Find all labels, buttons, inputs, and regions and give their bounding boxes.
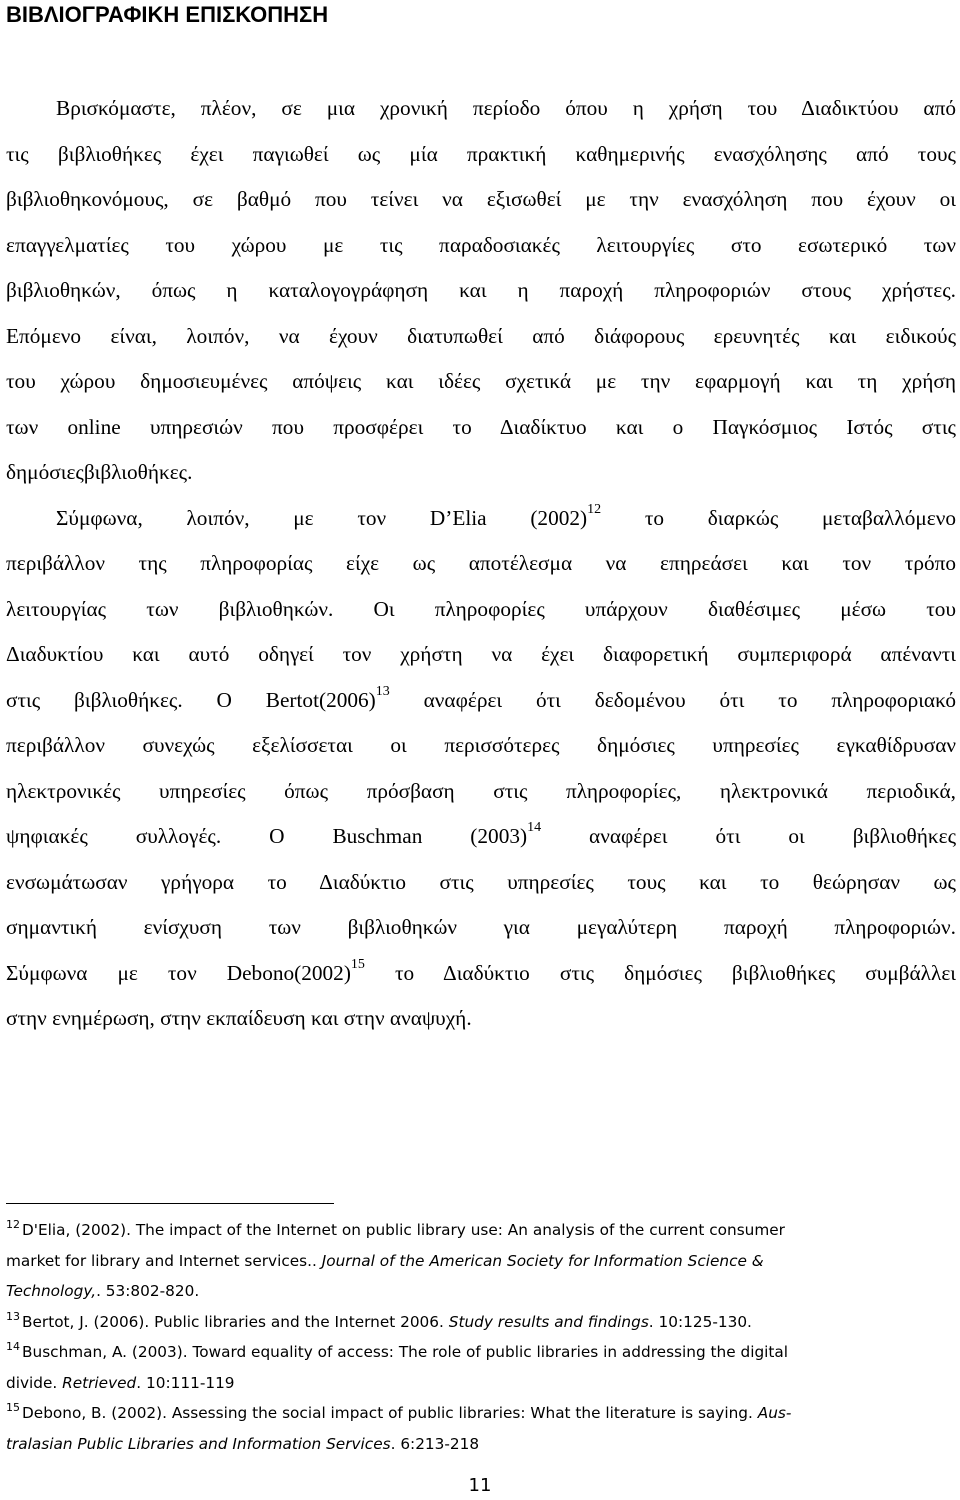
- text-run: . 10:111-119: [136, 1373, 235, 1392]
- body-line: περιβάλλον συνεχώς εξελίσσεται οι περισσότερες δημόσιες υπηρεσίες εγκαθίδρυσαν: [6, 733, 956, 757]
- body-line: περιβάλλον της πληροφορίας είχε ως αποτέλεσμα να επηρεάσει και τον τρόπο: [6, 551, 956, 575]
- journal-title: Journal of the American Society for Information Science &: [321, 1251, 764, 1270]
- footnote-15: [6, 1398, 956, 1429]
- text-run: στις βιβλιοθήκες. Ο Bertot(2006): [6, 687, 376, 712]
- body-line: δημόσιεςβιβλιοθήκες.: [6, 460, 193, 484]
- text-run: Bertot, J. (2006). Public libraries and the Internet 2006.: [22, 1312, 449, 1331]
- footnote-13: [6, 1307, 956, 1338]
- footnote-12-cont: [6, 1246, 956, 1277]
- publication-title: Retrieved: [62, 1373, 137, 1392]
- footnote-ref: 12: [587, 501, 602, 517]
- footnote-12: [6, 1215, 956, 1246]
- text-run: Σύμφωνα, λοιπόν, με τον D’Elia (2002): [56, 505, 588, 530]
- body-line: σημαντική ενίσχυση των βιβλιοθηκών για μεγαλύτερη παροχή πληροφοριών.: [6, 915, 956, 939]
- journal-title: Aus-: [757, 1404, 792, 1422]
- body-line: βιβλιοθηκών, όπως η καταλογογράφηση και η παροχή πληροφοριών στους χρήστες.: [6, 278, 956, 302]
- body-line: ηλεκτρονικές υπηρεσίες όπως πρόσβαση στις πληροφορίες, ηλεκτρονικά περιοδικά,: [6, 778, 956, 803]
- text-run: . 10:125-130.: [648, 1312, 752, 1331]
- footnote-number: 15: [6, 1401, 20, 1414]
- text-run: ψηφιακές συλλογές. Ο Buschman (2003): [6, 824, 528, 848]
- footnote-12-cont: [6, 1276, 956, 1307]
- body-line: του χώρου δημοσιευμένες απόψεις και ιδέες σχετικά με την εφαρμογή και τη χρήση: [6, 369, 956, 393]
- text-run: Debono, B. (2002). Assessing the social impact of public libraries: What the literature is saying.: [22, 1404, 758, 1422]
- text-run: αναφέρει ότι οι βιβλιοθήκες: [541, 824, 957, 848]
- body-line: επαγγελματίες του χώρου με τις παραδοσιακές λειτουργίες στο εσωτερικό των: [6, 232, 956, 257]
- footnote-number: 13: [6, 1309, 20, 1323]
- footnote-number: 14: [6, 1340, 20, 1353]
- body-line: [6, 814, 956, 860]
- body-text: [6, 86, 956, 1042]
- body-line: [6, 496, 956, 542]
- body-line: ενσωμάτωσαν γρήγορα το Διαδύκτιο στις υπηρεσίες τους και το θεώρησαν ως: [6, 869, 956, 894]
- text-run: το διαρκώς μεταβαλλόμενο: [601, 505, 956, 530]
- footnote-ref: 15: [350, 956, 365, 972]
- footnote-14-cont: [6, 1368, 956, 1399]
- footnotes: [6, 1215, 956, 1459]
- body-line: Επόμενο είναι, λοιπόν, να έχουν διατυπωθεί από διάφορους ερευνητές και ειδικούς: [6, 323, 956, 348]
- text-run: . 53:802-820.: [96, 1282, 200, 1300]
- body-line: τις βιβλιοθήκες έχει παγιωθεί ως μία πρακτική καθημερινής ενασχόλησης από τους: [6, 141, 956, 166]
- body-line: [6, 951, 956, 997]
- text-run: Buschman, A. (2003). Toward equality of access: The role of public libraries in addressing the digital: [22, 1343, 789, 1361]
- text-run: το Διαδύκτιο στις δημόσιες βιβλιοθήκες συμβάλλει: [364, 960, 956, 985]
- footnote-14: [6, 1337, 956, 1368]
- publication-title: Study results and findings: [448, 1312, 649, 1331]
- text-run: αναφέρει ότι δεδομένου ότι το πληροφοριακό: [389, 687, 956, 712]
- text-run: divide.: [6, 1373, 63, 1392]
- journal-title: Technology,: [6, 1282, 97, 1300]
- text-run: market for library and Internet services..: [6, 1251, 322, 1270]
- page-title: ΒΙΒΛΙΟΓΡΑΦΙΚΗ ΕΠΙΣΚΟΠΗΣΗ: [6, 2, 329, 27]
- body-line: βιβλιοθηκονόμους, σε βαθμό που τείνει να εξισωθεί με την ενασχόληση που έχουν οι: [6, 187, 956, 211]
- text-run: Σύμφωνα με τον Debono(2002): [6, 960, 351, 985]
- text-run: D'Elia, (2002). The impact of the Internet on public library use: An analysis of the current consumer: [22, 1221, 785, 1239]
- body-line: [6, 678, 956, 724]
- body-line: λειτουργίας των βιβλιοθηκών. Οι πληροφορίες υπάρχουν διαθέσιμες μέσω του: [6, 596, 956, 621]
- journal-title: tralasian Public Libraries and Information Services: [6, 1434, 391, 1453]
- footnote-ref: 14: [527, 820, 542, 835]
- body-line: των online υπηρεσιών που προσφέρει το Διαδίκτυο και ο Παγκόσμιος Ιστός στις: [6, 414, 956, 439]
- body-line: Βρισκόμαστε, πλέον, σε μια χρονική περίοδο όπου η χρήση του Διαδικτύου από: [56, 96, 956, 120]
- footnote-ref: 13: [375, 683, 390, 699]
- body-line: Διαδυκτίου και αυτό οδηγεί τον χρήστη να έχει διαφορετική συμπεριφορά απέναντι: [6, 642, 956, 666]
- footnote-number: 12: [6, 1218, 20, 1231]
- body-line: στην ενημέρωση, στην εκπαίδευση και στην αναψυχή.: [6, 1006, 472, 1030]
- footnote-15-cont: [6, 1429, 956, 1460]
- text-run: . 6:213-218: [390, 1434, 480, 1453]
- page-number: 11: [468, 1475, 492, 1496]
- footnote-separator: [6, 1203, 334, 1204]
